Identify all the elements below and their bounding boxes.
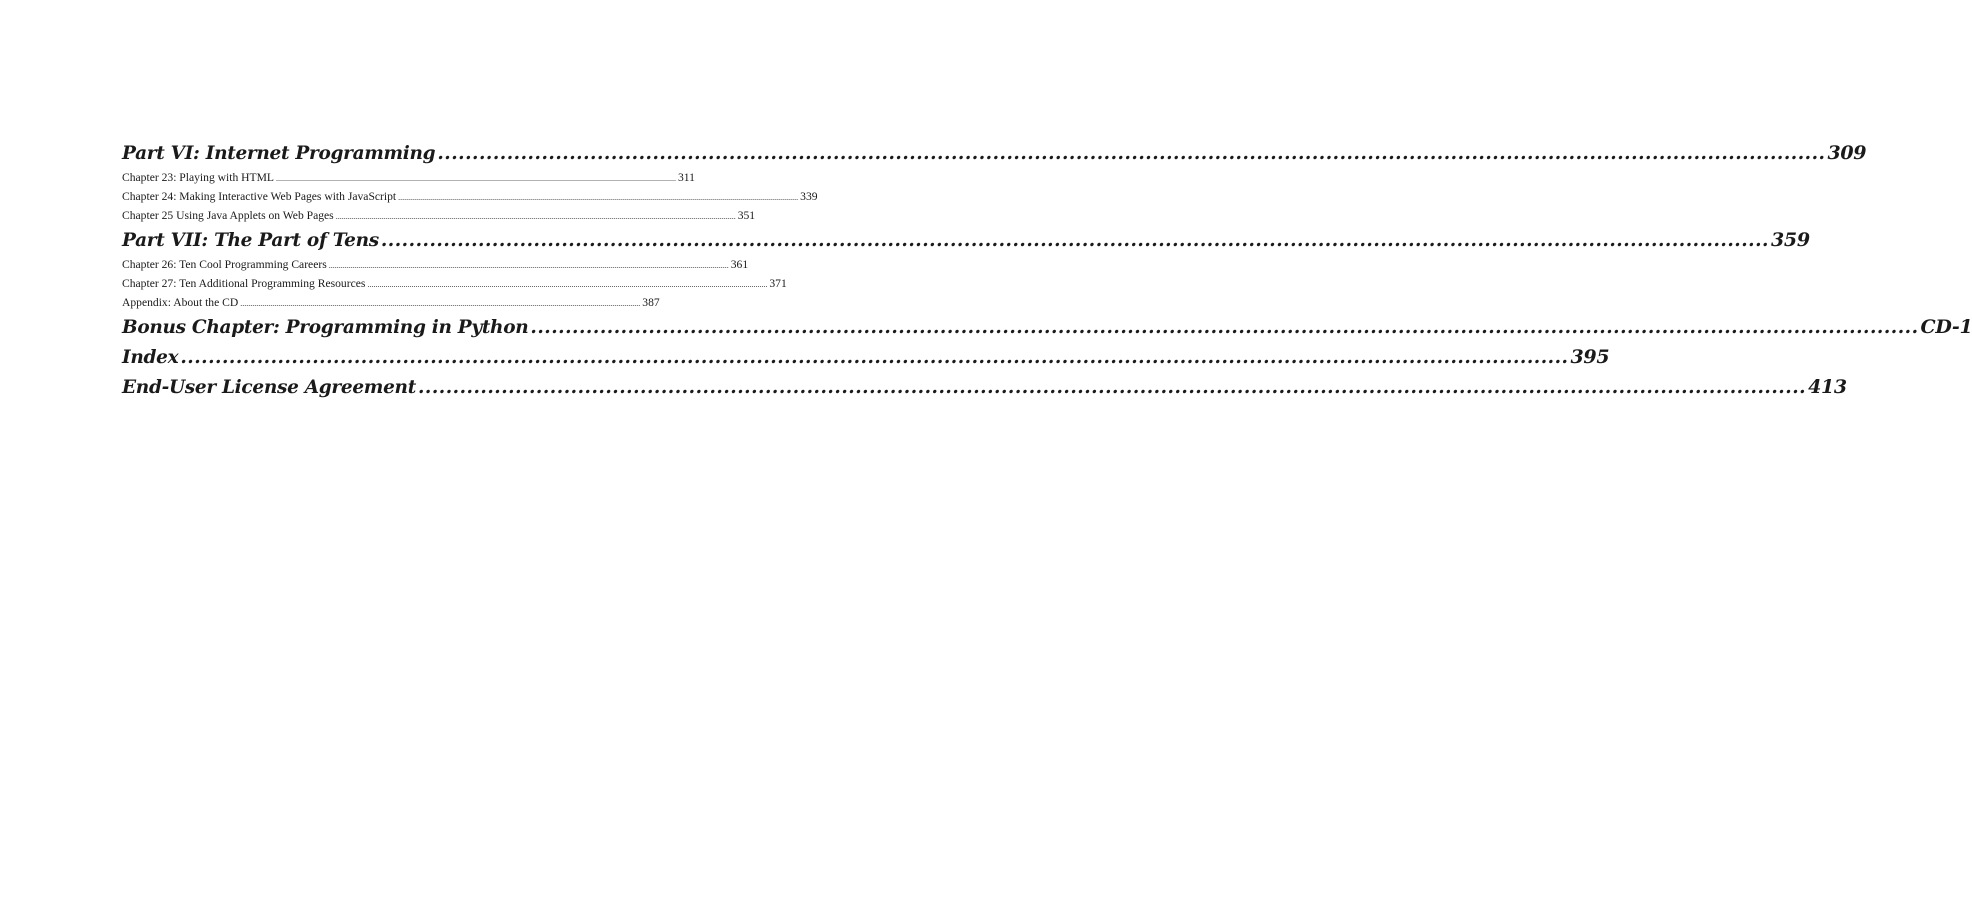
dot-leader: ........................................................................................................................................................................................................: [398, 193, 799, 202]
toc-part-title: End-User License Agreement: [122, 377, 416, 398]
toc-chapter-title: Chapter 26: Ten Cool Programming Careers: [122, 258, 327, 271]
toc-bonus-entry: [122, 312, 1972, 342]
toc-page-number: 311: [678, 171, 695, 184]
toc-index-entry: [122, 342, 1610, 372]
toc-page-number: 371: [769, 277, 787, 290]
toc-appendix-entry: [122, 293, 660, 312]
toc-page-number: CD-1: [1920, 316, 1972, 338]
dot-leader: ........................................................................................................................................................................................................: [530, 317, 1919, 338]
toc-page-number: 359: [1771, 229, 1810, 251]
toc-part-title: Part VI: Internet Programming: [122, 143, 436, 164]
toc-chapter-entry: [122, 168, 695, 187]
toc-chapter-title: Chapter 24: Making Interactive Web Pages with JavaScript: [122, 190, 397, 203]
toc-chapter-title: Chapter 23: Playing with HTML: [122, 171, 274, 184]
dot-leader: ........................................................................................................................................................................................................: [276, 174, 676, 183]
dot-leader: ........................................................................................................................................................................................................: [437, 143, 1826, 164]
toc-page-number: 413: [1808, 376, 1847, 398]
toc-page-number: 387: [642, 296, 660, 309]
toc-chapter-title: Chapter 27: Ten Additional Programming Resources: [122, 277, 366, 290]
toc-part-title: Index: [122, 347, 179, 368]
toc-page-number: 309: [1827, 142, 1867, 164]
toc-eula-entry: [122, 372, 1847, 402]
dot-leader: ........................................................................................................................................................................................................: [240, 299, 641, 308]
toc-chapter-entry: [122, 187, 818, 206]
dot-leader: ........................................................................................................................................................................................................: [417, 377, 1807, 398]
dot-leader: ........................................................................................................................................................................................................: [328, 261, 729, 270]
toc-chapter-entry: [122, 206, 756, 225]
toc-part-title: Part VII: The Part of Tens: [122, 230, 379, 251]
table-of-contents: [122, 138, 1972, 402]
dot-leader: ........................................................................................................................................................................................................: [367, 280, 768, 289]
dot-leader: ........................................................................................................................................................................................................: [380, 230, 1769, 251]
toc-part-title: Bonus Chapter: Programming in Python: [122, 317, 529, 338]
dot-leader: ........................................................................................................................................................................................................: [335, 212, 736, 221]
toc-page-number: 351: [737, 209, 756, 222]
toc-chapter-title: Chapter 25 Using Java Applets on Web Pages: [122, 209, 334, 222]
toc-chapter-entry: [122, 255, 749, 274]
toc-page-number: 339: [800, 190, 818, 203]
toc-part-entry: [122, 225, 1810, 255]
toc-chapter-title: Appendix: About the CD: [122, 296, 239, 309]
toc-part-entry: [122, 138, 1867, 168]
toc-chapter-entry: [122, 274, 787, 293]
toc-page-number: 361: [730, 258, 749, 271]
toc-page-number: 395: [1570, 346, 1610, 368]
dot-leader: ........................................................................................................................................................................................................: [180, 347, 1569, 368]
